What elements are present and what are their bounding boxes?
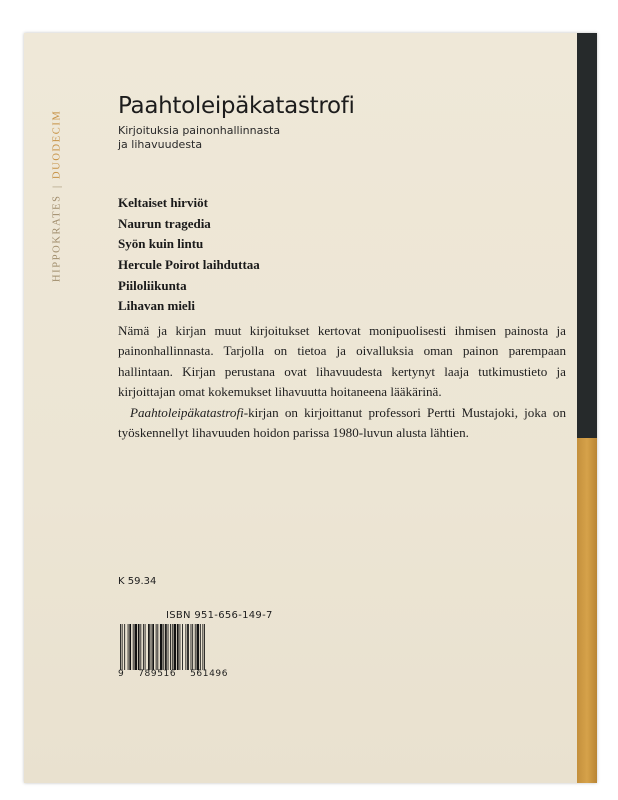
isbn: ISBN 951-656-149-7 [166,610,273,621]
series-name: HIPPOKRATES [51,194,63,282]
contents-item: Naurun tragedia [118,215,211,231]
barcode-group-2: 561496 [190,669,229,679]
subtitle-line: ja lihavuudesta [118,138,203,151]
book-title: Paahtoleipäkatastrofi [118,93,355,119]
blurb-paragraph-2-text: -kirjan on kirjoittanut professori Pertti Mustajoki, joka on työskennellyt lihavuuden hoidon parissa 1980-luvun alusta lähtien. [118,405,566,441]
contents-list [118,193,260,317]
blurb-paragraph-1: Nämä ja kirjan muut kirjoitukset kertovat monipuolisesti ihmisen painosta ja painonhallinnasta. Tarjolla on tietoa ja oivalluksia oman painon parempaan hallintaan. Kirjan perustana ovat lihavuudesta kertynyt laaja tutkimustieto ja kirjoittajan omat kokemukset lihavuutta hoitaneena lääkärinä. [118,323,566,399]
series-separator: | [51,184,63,189]
contents-item: Piiloliikunta [118,277,187,293]
blurb-paragraph-2 [118,403,566,444]
barcode-group-1: 789516 [138,669,177,679]
barcode-icon [118,624,242,670]
contents-item: Keltaiset hirviöt [118,195,208,210]
barcode-number [118,669,242,679]
spine-gold-band [577,438,597,783]
barcode-lead-digit: 9 [118,669,125,679]
blurb-title-italic: Paahtoleipäkatastrofi [130,405,244,421]
spine-dark-band [577,33,597,438]
contents-item: Syön kuin lintu [118,236,204,252]
series-vertical-label [50,82,64,282]
subtitle-line: Kirjoituksia painonhallinnasta [118,124,281,137]
contents-item: Lihavan mieli [118,298,195,314]
class-code: K 59.34 [118,576,157,587]
publisher-name: DUODECIM [51,109,63,179]
contents-item: Hercule Poirot laihduttaa [118,257,260,273]
book-subtitle [118,124,418,152]
blurb [118,321,566,444]
